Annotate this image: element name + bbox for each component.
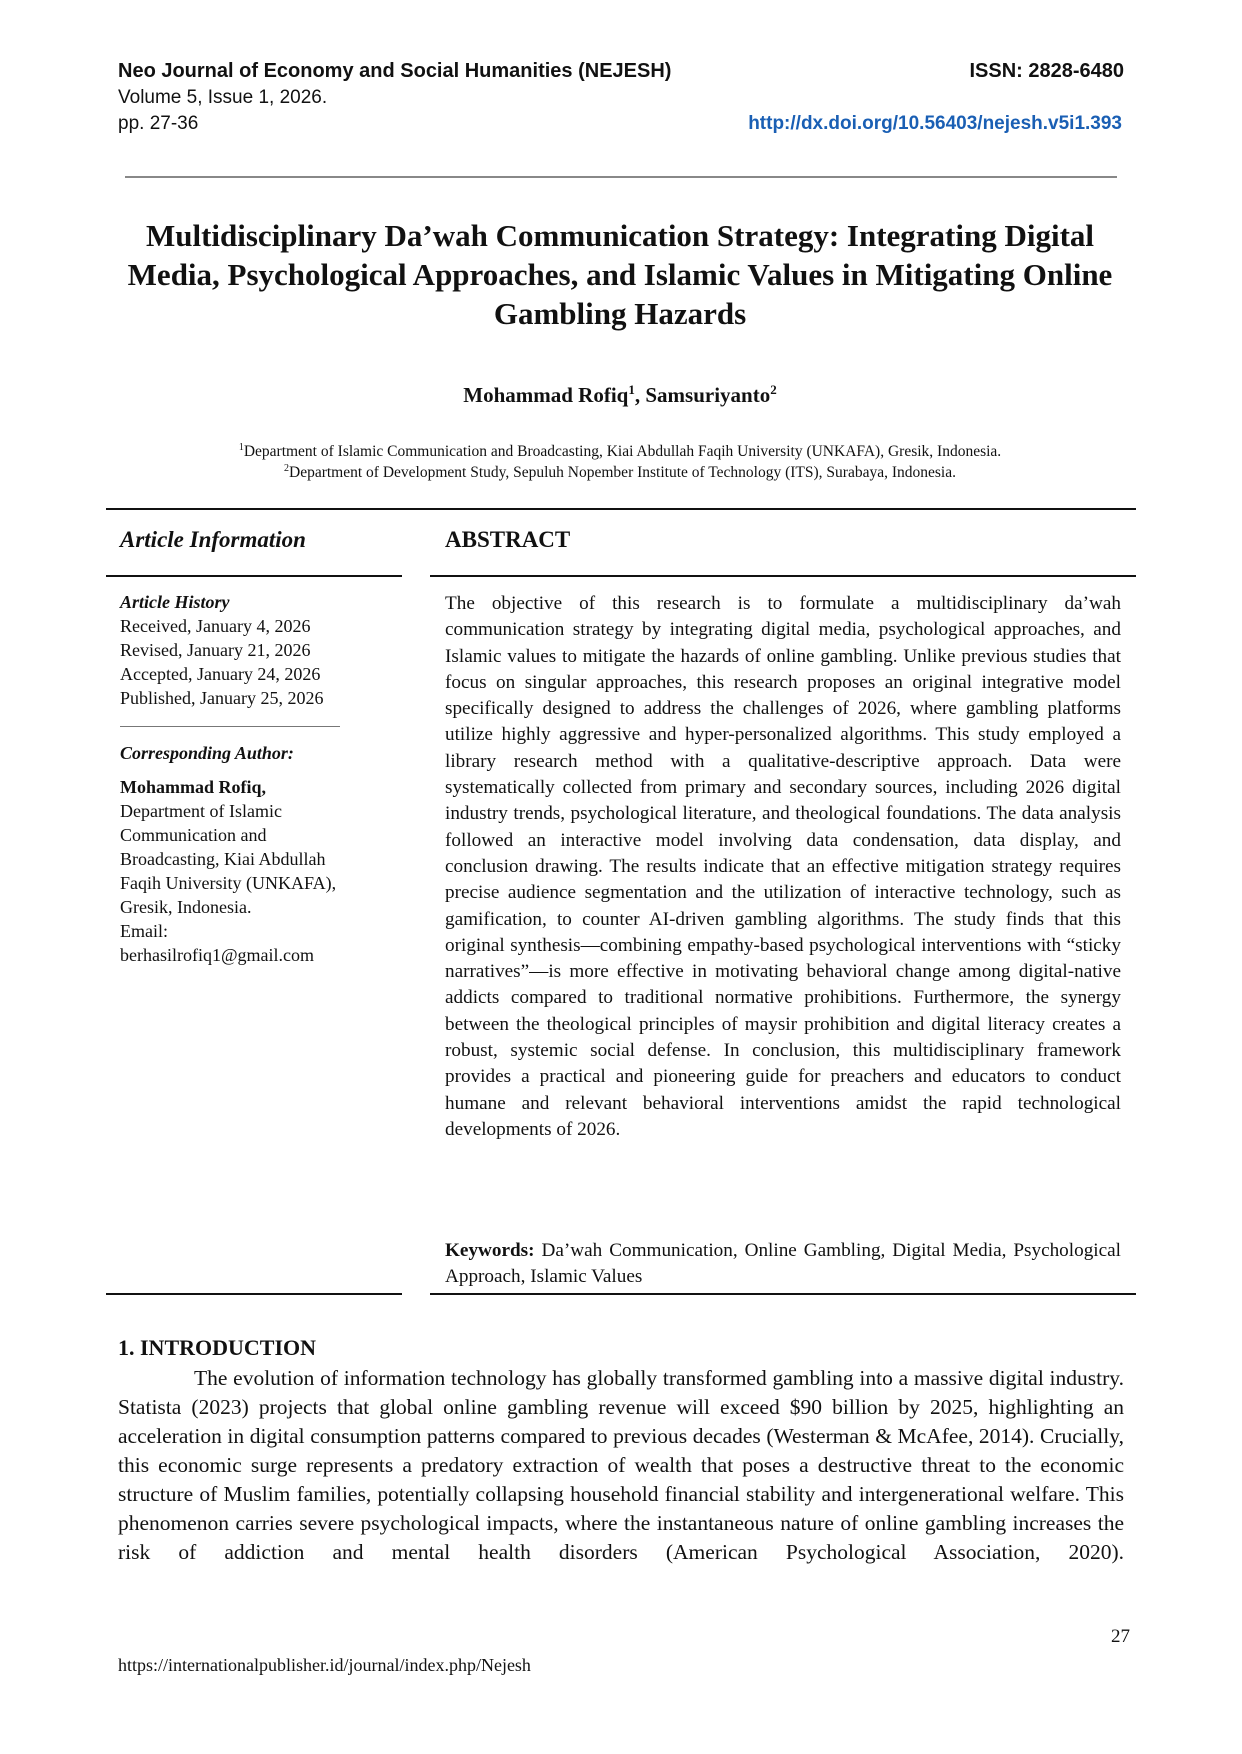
author-list [120, 382, 1120, 408]
journal-name: Neo Journal of Economy and Social Humanities (NEJESH) [118, 60, 672, 82]
article-info-bottom-rule [106, 1293, 402, 1295]
doi-link[interactable]: http://dx.doi.org/10.56403/nejesh.v5i1.393 [748, 113, 1122, 134]
introduction-text: The evolution of information technology has globally transformed gambling into a massive digital industry. Statista (2023) projects that global online gambling revenue will exceed $90 billion by 2025, highlighting an acceleration in digital consumption patterns compared to previous decades (Westerman & McAfee, 2014). Crucially, this economic surge represents a predatory extraction of wealth that poses a destructive threat to the economic structure of Muslim families, potentially collapsing household financial stability and intergenerational welfare. This phenomenon carries severe psychological impacts, where the instantaneous nature of online gambling increases the risk of addiction and mental health disorders (American Psychological Association, 2020). [118, 1366, 1124, 1564]
corresponding-author-email: berhasilrofiq1@gmail.com [120, 945, 315, 965]
corresponding-author-detail: Gresik, Indonesia. [120, 897, 252, 917]
header-divider [125, 176, 1117, 178]
article-info-panel [120, 590, 400, 967]
history-published: Published, January 25, 2026 [120, 688, 324, 708]
affiliation-2 [120, 463, 1120, 482]
article-info-heading-rule [106, 575, 402, 577]
history-received: Received, January 4, 2026 [120, 616, 311, 636]
history-separator [120, 726, 340, 727]
info-box-top-rule [106, 508, 1136, 510]
author-name: Mohammad Rofiq [463, 383, 629, 407]
page-number: 27 [1111, 1626, 1130, 1647]
introduction-heading: 1. INTRODUCTION [118, 1335, 317, 1360]
paper-title: Multidisciplinary Da’wah Communication Strategy: Integrating Digital Media, Psychological Approaches, and Islamic Values in Mitigating Online Gambling Hazards [127, 218, 1113, 331]
article-info-heading: Article Information [120, 527, 306, 552]
corresponding-author-name: Mohammad Rofiq [120, 777, 262, 797]
article-history-heading: Article History [120, 592, 230, 612]
author-name: Samsuriyanto [645, 383, 771, 407]
issn: ISSN: 2828-6480 [969, 60, 1124, 82]
affiliation-mark: 2 [284, 463, 289, 474]
volume-issue: Volume 5, Issue 1, 2026. [118, 87, 328, 108]
keywords-list: Da’wah Communication, Online Gambling, Digital Media, Psychological Approach, Islamic Values [445, 1240, 1121, 1287]
keywords-label: Keywords: [445, 1240, 535, 1261]
introduction-paragraph [118, 1364, 1124, 1567]
corresponding-author-detail: Faqih University (UNKAFA), [120, 873, 337, 893]
footer-journal-url: https://internationalpublisher.id/journal/index.php/Nejesh [118, 1655, 531, 1675]
author-separator: , [634, 383, 646, 407]
corresponding-author-detail: Communication and [120, 825, 267, 845]
abstract-heading: ABSTRACT [445, 527, 571, 552]
abstract-bottom-rule [430, 1293, 1136, 1295]
corresponding-author-heading: Corresponding Author: [120, 743, 294, 763]
keywords [445, 1238, 1121, 1290]
corresponding-author-line: Mohammad Rofiq, [120, 777, 267, 797]
corresponding-author-detail: Broadcasting, Kiai Abdullah [120, 849, 326, 869]
abstract-heading-rule [430, 575, 1136, 577]
corresponding-author-email-label: Email: [120, 921, 168, 941]
abstract-text: The objective of this research is to formulate a multidisciplinary da’wah communication strategy by integrating digital media, psychological approaches, and Islamic values to mitigate the hazards of online gambling. Unlike previous studies that focus on singular approaches, this research proposes an original integrative model specifically designed to address the challenges of 2026, where gambling platforms utilize highly aggressive and hyper-personalized algorithms. This study employed a library research method with a qualitative-descriptive approach. Data were systematically collected from primary and secondary sources, including 2026 digital industry trends, psychological literature, and theological foundations. The data analysis followed an interactive model involving data condensation, data display, and conclusion drawing. The results indicate that an effective mitigation strategy requires precise audience segmentation and the utilization of interactive technology, such as gamification, to counter AI-driven gambling algorithms. The study finds that this original synthesis—combining empathy-based psychological interventions with “sticky narratives”—is more effective in motivating behavioral change among digital-native addicts compared to traditional normative prohibitions. Furthermore, the synergy between the theological principles of maysir prohibition and digital literacy creates a robust, systemic social defense. In conclusion, this multidisciplinary framework provides a practical and pioneering guide for preachers and educators to conduct humane and relevant behavioral interventions amidst the rapid technological developments of 2026. [445, 593, 1121, 1140]
affiliation-1 [120, 442, 1120, 461]
affiliation-text: Department of Islamic Communication and Broadcasting, Kiai Abdullah Faqih University (UNKAFA), Gresik, Indonesia. [243, 443, 1002, 461]
affiliation-mark: 1 [238, 442, 244, 453]
corresponding-author-detail: Department of Islamic [120, 801, 282, 821]
history-revised: Revised, January 21, 2026 [120, 640, 311, 660]
author-affiliation-mark: 2 [770, 382, 777, 397]
affiliation-text: Department of Development Study, Sepuluh Nopember Institute of Technology (ITS), Surabaya, Indonesia. [289, 464, 956, 482]
author-affiliation-mark: 1 [628, 382, 635, 397]
history-accepted: Accepted, January 24, 2026 [120, 664, 321, 684]
page-range: pp. 27-36 [118, 113, 199, 134]
